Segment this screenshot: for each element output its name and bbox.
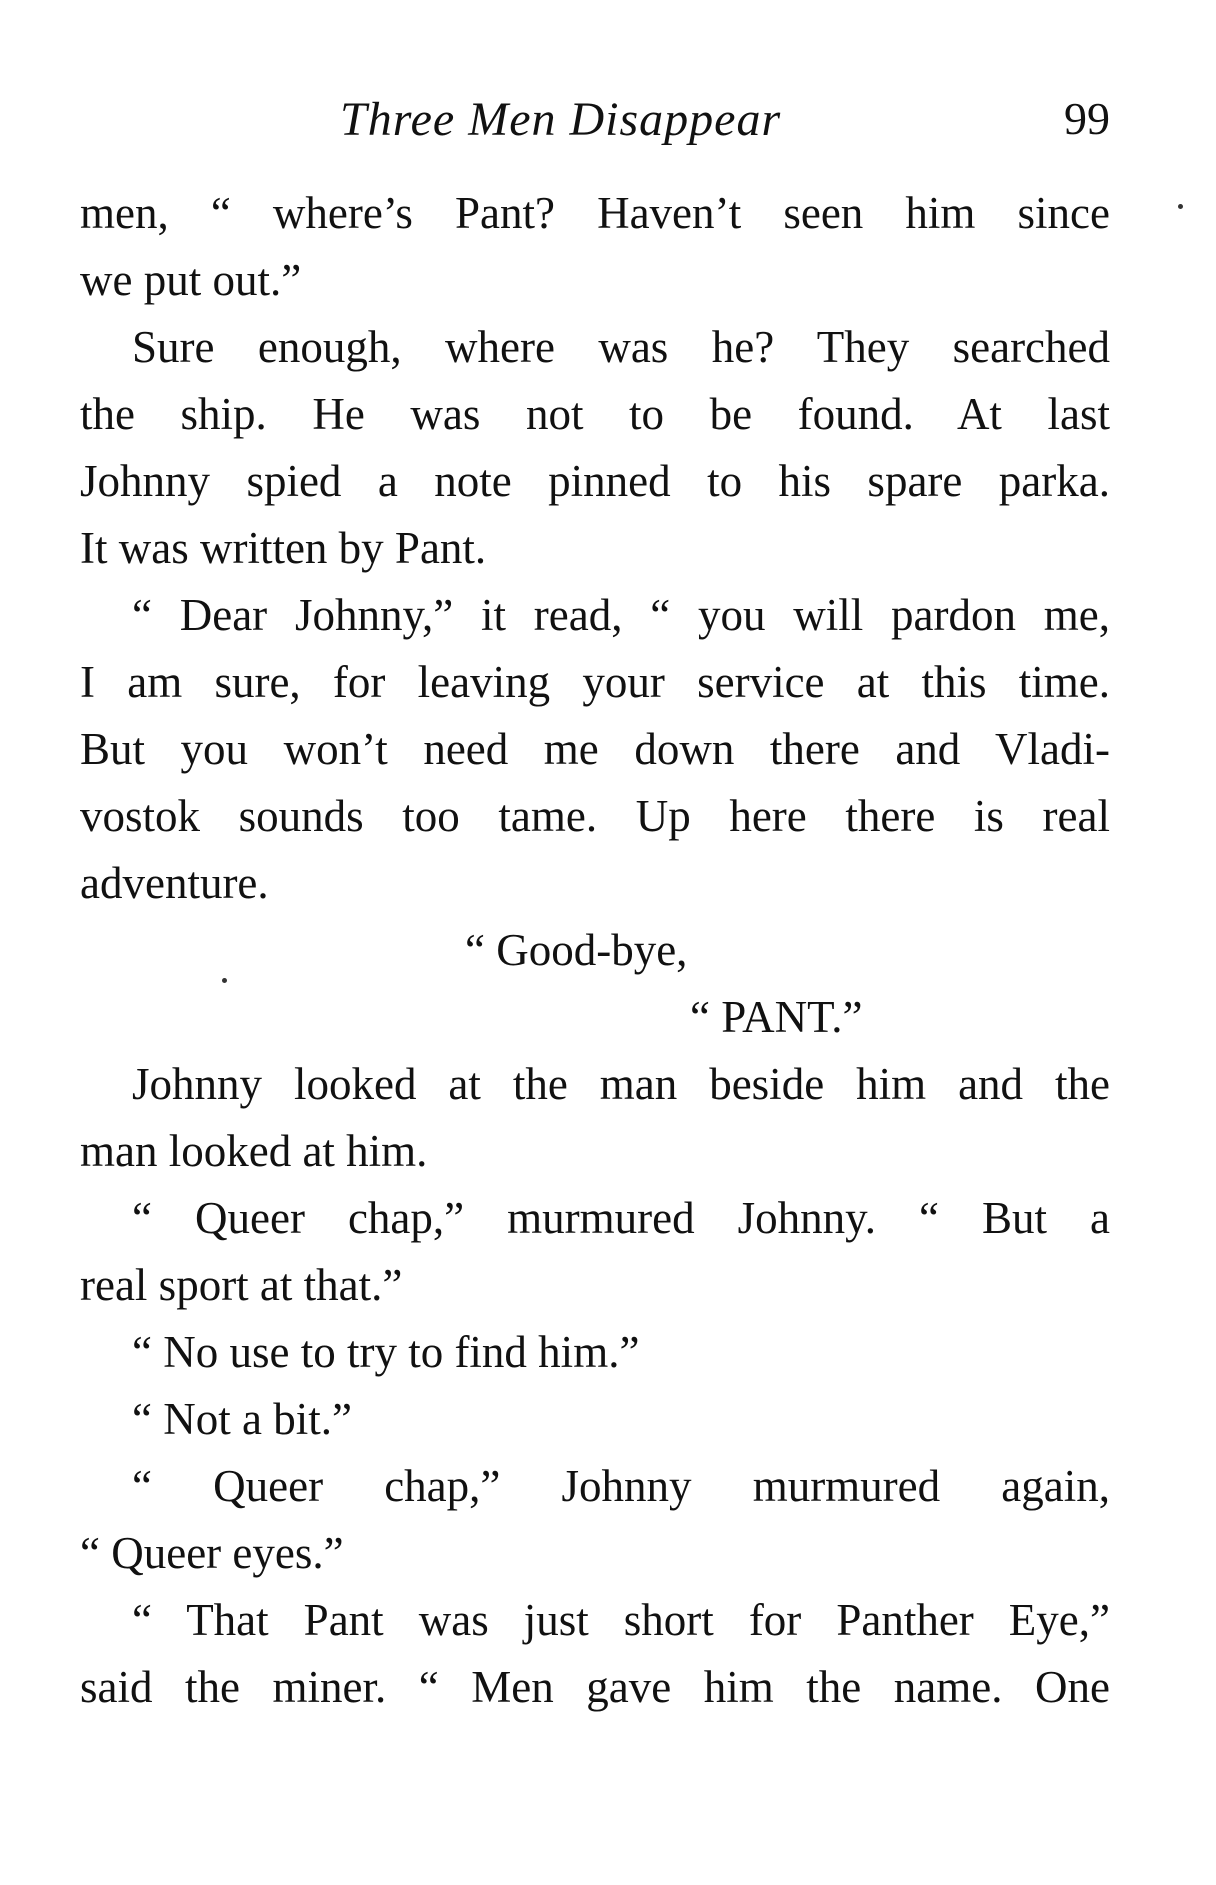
text-line: “ Dear Johnny,” it read, “ you will pardon me, <box>132 590 1110 640</box>
text-line: “ Queer eyes.” <box>80 1528 344 1578</box>
page-header <box>80 92 1110 162</box>
text-line: the ship. He was not to be found. At last <box>80 389 1110 439</box>
text-line: real sport at that.” <box>80 1260 403 1310</box>
text-line: adventure. <box>80 858 269 908</box>
body-text <box>80 180 1110 1721</box>
ink-speck <box>222 978 227 983</box>
text-line: It was written by Pant. <box>80 523 487 573</box>
text-line: Sure enough, where was he? They searched <box>132 322 1110 372</box>
text-line: we put out.” <box>80 255 302 305</box>
text-line: “ Not a bit.” <box>132 1394 352 1444</box>
text-line: men, “ where’s Pant? Haven’t seen him since <box>80 188 1110 238</box>
letter-signature: “ PANT.” <box>690 992 863 1042</box>
text-line: said the miner. “ Men gave him the name. One <box>80 1662 1110 1712</box>
text-line: “ Queer chap,” murmured Johnny. “ But a <box>132 1193 1110 1243</box>
text-line: “ Queer chap,” Johnny murmured again, <box>132 1461 1110 1511</box>
running-title: Three Men Disappear <box>340 93 782 146</box>
ink-speck <box>1178 204 1183 209</box>
text-line: man looked at him. <box>80 1126 428 1176</box>
text-line: Johnny spied a note pinned to his spare parka. <box>80 456 1110 506</box>
page-number: 99 <box>1064 93 1110 144</box>
text-line: But you won’t need me down there and Vladi- <box>80 724 1110 774</box>
text-line: “ That Pant was just short for Panther Eye,” <box>132 1595 1110 1645</box>
text-line: Johnny looked at the man beside him and the <box>132 1059 1110 1109</box>
text-line: I am sure, for leaving your service at this time. <box>80 657 1110 707</box>
letter-closing: “ Good-bye, <box>465 925 688 975</box>
text-line: vostok sounds too tame. Up here there is real <box>80 791 1110 841</box>
text-line: “ No use to try to find him.” <box>132 1327 640 1377</box>
